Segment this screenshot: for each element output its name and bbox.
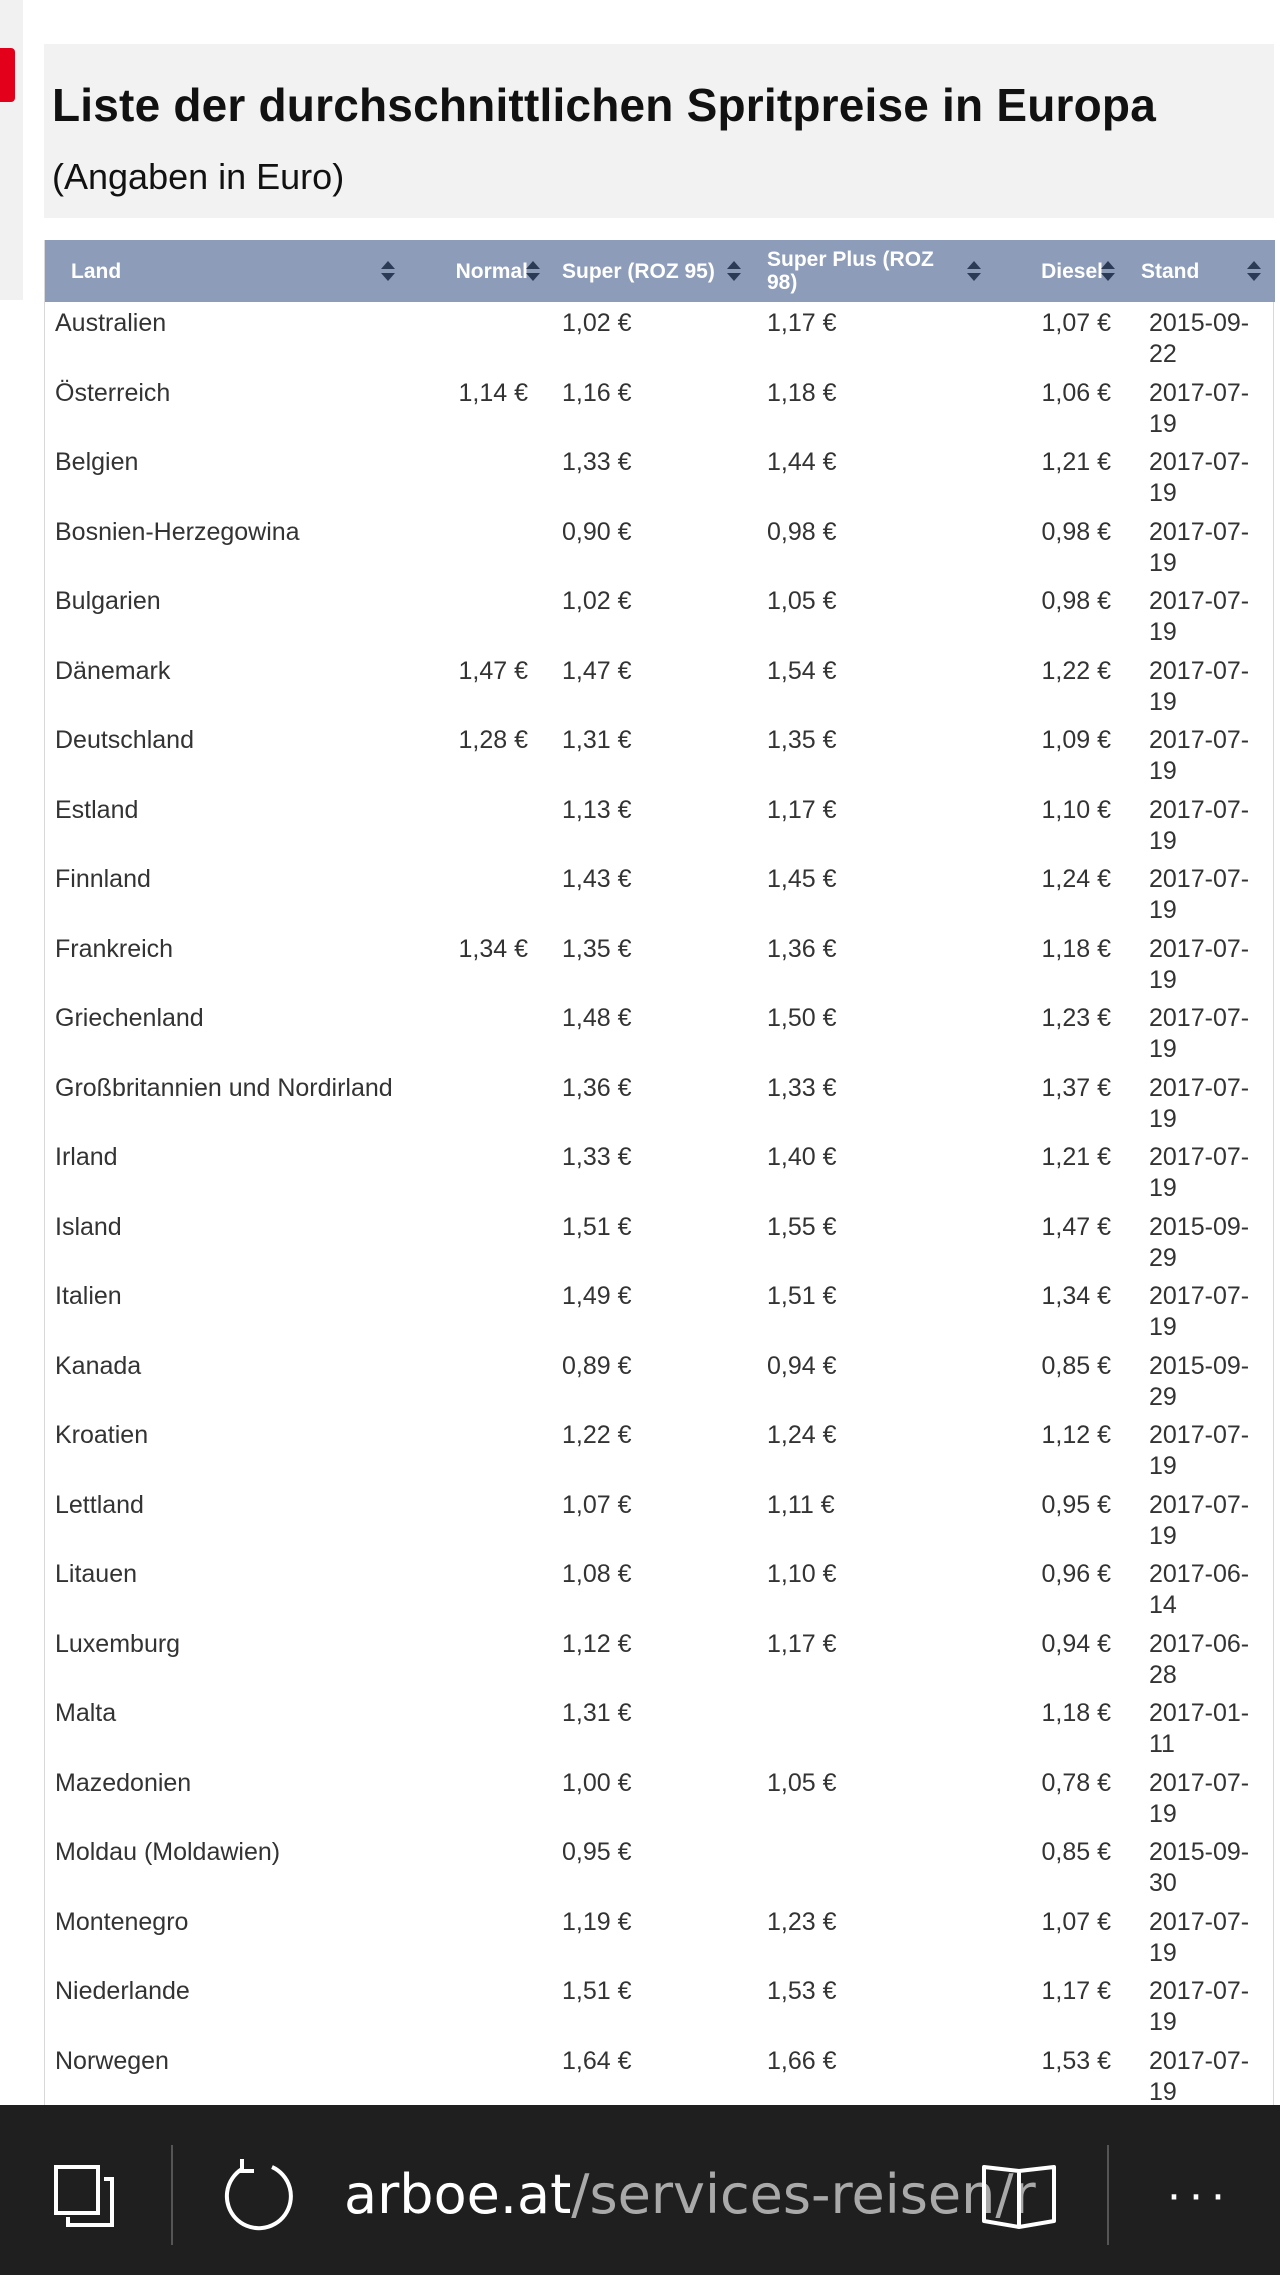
cell-stand: 2017-06-14 (1149, 1560, 1250, 1619)
cell-land: Großbritannien und Nordirland (55, 1073, 393, 1102)
cell-superplus98 (757, 1831, 1001, 1901)
cell-normal: 1,47 € (458, 656, 528, 685)
table-row (45, 858, 1275, 928)
cell-diesel: 1,37 € (1041, 1073, 1111, 1102)
cell-land: Norwegen (55, 2046, 169, 2075)
cell-superplus98: 1,53 € (767, 1977, 837, 2005)
table-row (45, 372, 1275, 442)
table-header-row (45, 240, 1275, 302)
cell-super95: 1,33 € (562, 448, 632, 476)
table-row (45, 441, 1275, 511)
cell-super95: 1,64 € (562, 2046, 632, 2075)
table-row (45, 1970, 1275, 2040)
sort-icon[interactable] (1101, 260, 1115, 282)
refresh-icon[interactable] (220, 2157, 298, 2235)
cell-diesel: 1,34 € (1041, 1282, 1111, 1310)
cell-land: Deutschland (55, 726, 194, 754)
cell-stand: 2015-09-30 (1149, 1838, 1250, 1897)
cell-stand: 2017-07-19 (1149, 656, 1250, 716)
cell-land: Bosnien-Herzegowina (55, 517, 300, 546)
cell-superplus98: 1,17 € (767, 795, 837, 824)
cell-diesel: 1,07 € (1041, 1907, 1111, 1936)
cell-superplus98: 1,10 € (767, 1560, 837, 1588)
cell-superplus98: 1,11 € (767, 1490, 835, 1519)
cell-superplus98: 1,18 € (767, 378, 837, 407)
cell-stand: 2015-09-22 (1149, 309, 1250, 368)
cell-diesel: 1,24 € (1041, 865, 1111, 893)
cell-stand: 2017-07-19 (1149, 1490, 1250, 1550)
cell-normal (415, 1345, 552, 1415)
cell-diesel: 1,23 € (1041, 1004, 1111, 1032)
cell-land: Irland (55, 1143, 118, 1171)
cell-stand: 2017-07-19 (1149, 1768, 1250, 1828)
sort-icon[interactable] (526, 260, 540, 282)
cell-super95: 1,36 € (562, 1073, 632, 1102)
cell-superplus98: 1,17 € (767, 309, 837, 337)
cell-stand: 2017-07-19 (1149, 2046, 1250, 2106)
cell-diesel: 0,95 € (1041, 1490, 1111, 1519)
cell-super95: 1,07 € (562, 1490, 632, 1519)
cell-diesel: 0,85 € (1041, 1351, 1111, 1380)
column-header-label: Super (ROZ 95) (562, 259, 715, 283)
table-row (45, 1275, 1275, 1345)
cell-diesel: 1,07 € (1041, 309, 1111, 337)
cell-super95: 1,19 € (562, 1907, 632, 1936)
cell-superplus98: 1,24 € (767, 1421, 837, 1449)
cell-normal: 1,34 € (458, 934, 528, 963)
cell-diesel: 1,06 € (1041, 378, 1111, 407)
cell-land: Italien (55, 1282, 122, 1310)
cell-superplus98: 1,50 € (767, 1004, 837, 1032)
sort-icon[interactable] (727, 260, 741, 282)
cell-stand: 2017-07-19 (1149, 1143, 1250, 1202)
table-row (45, 928, 1275, 998)
column-header-label: Diesel (1041, 259, 1103, 283)
cell-land: Niederlande (55, 1977, 190, 2005)
sort-icon[interactable] (967, 260, 981, 282)
cell-diesel: 0,78 € (1041, 1768, 1111, 1797)
cell-land: Belgien (55, 448, 139, 476)
cell-diesel: 1,17 € (1041, 1977, 1111, 2005)
page-title: Liste der durchschnittlichen Spritpreise in Europa (52, 79, 1156, 131)
cell-normal (415, 1414, 552, 1484)
cell-normal (415, 302, 552, 372)
cell-stand: 2017-07-19 (1149, 517, 1250, 577)
cell-super95: 1,51 € (562, 1977, 632, 2005)
cell-stand: 2017-07-19 (1149, 587, 1250, 646)
cell-superplus98: 1,44 € (767, 448, 837, 476)
cell-normal (415, 1970, 552, 2040)
cell-stand: 2017-06-28 (1149, 1629, 1250, 1689)
cell-normal (415, 1275, 552, 1345)
table-row (45, 1136, 1275, 1206)
cell-super95: 1,31 € (562, 726, 632, 754)
cell-normal (415, 580, 552, 650)
url-path: /services-reisen/r (571, 2163, 1036, 2226)
cell-super95: 1,02 € (562, 587, 632, 615)
cell-normal (415, 2040, 552, 2110)
left-gutter (0, 0, 23, 300)
cell-superplus98: 1,45 € (767, 865, 837, 893)
cell-land: Moldau (Moldawien) (55, 1838, 281, 1866)
cell-super95: 1,51 € (562, 1212, 632, 1241)
sort-icon[interactable] (381, 260, 395, 282)
column-header-super95[interactable] (552, 240, 757, 302)
table-row (45, 789, 1275, 859)
cell-normal (415, 1067, 552, 1137)
cell-super95: 1,43 € (562, 865, 632, 893)
cell-land: Malta (55, 1699, 117, 1727)
table-row (45, 2040, 1275, 2110)
tabs-icon[interactable] (54, 2165, 116, 2227)
table-row (45, 1484, 1275, 1554)
cell-superplus98: 1,40 € (767, 1143, 837, 1171)
cell-stand: 2015-09-29 (1149, 1351, 1250, 1411)
table-row (45, 1762, 1275, 1832)
cell-land: Bulgarien (55, 587, 161, 615)
cell-normal (415, 511, 552, 581)
separator (171, 2145, 173, 2245)
cell-normal (415, 997, 552, 1067)
cell-super95: 1,02 € (562, 309, 632, 337)
cell-normal (415, 1901, 552, 1971)
cell-diesel: 0,96 € (1041, 1560, 1111, 1588)
cell-land: Mazedonien (55, 1768, 192, 1797)
cell-stand: 2017-07-19 (1149, 795, 1250, 855)
cell-normal (415, 1206, 552, 1276)
cell-stand: 2017-07-19 (1149, 865, 1250, 924)
table-row (45, 1067, 1275, 1137)
cell-superplus98: 1,17 € (767, 1629, 837, 1658)
table-row (45, 1206, 1275, 1276)
column-header-label: Normal (455, 259, 528, 283)
cell-normal (415, 1762, 552, 1832)
cell-super95: 1,22 € (562, 1421, 632, 1449)
browser-bottom-bar (0, 2105, 1280, 2275)
cell-diesel: 1,22 € (1041, 656, 1111, 685)
cell-super95: 1,13 € (562, 795, 632, 824)
cell-super95: 1,31 € (562, 1699, 632, 1727)
address-bar[interactable] (344, 2155, 1036, 2235)
cell-diesel: 0,94 € (1041, 1629, 1111, 1658)
cell-diesel: 1,10 € (1041, 795, 1111, 824)
cell-normal (415, 441, 552, 511)
cell-normal (415, 1831, 552, 1901)
sort-icon[interactable] (1247, 260, 1261, 282)
cell-super95: 0,90 € (562, 517, 632, 546)
cell-super95: 1,12 € (562, 1629, 632, 1658)
cell-diesel: 1,09 € (1041, 726, 1111, 754)
column-header-label: Super Plus (ROZ 98) (767, 248, 934, 294)
cell-land: Luxemburg (55, 1629, 181, 1658)
table-row (45, 650, 1275, 720)
table-row (45, 997, 1275, 1067)
cell-land: Kroatien (55, 1421, 149, 1449)
cell-super95: 1,00 € (562, 1768, 632, 1797)
table-row (45, 719, 1275, 789)
cell-superplus98: 1,55 € (767, 1212, 837, 1241)
more-options-icon[interactable]: ··· (1166, 2168, 1232, 2221)
cell-land: Island (55, 1212, 122, 1241)
cell-stand: 2017-07-19 (1149, 448, 1250, 507)
cell-land: Frankreich (55, 934, 174, 963)
cell-superplus98: 1,05 € (767, 587, 837, 615)
url-domain: arboe.at (344, 2163, 572, 2226)
table-row (45, 1345, 1275, 1415)
cell-normal (415, 1553, 552, 1623)
cell-normal: 1,14 € (458, 378, 528, 407)
table-row (45, 580, 1275, 650)
table-row (45, 1623, 1275, 1693)
cell-superplus98: 1,66 € (767, 2046, 837, 2075)
cell-land: Estland (55, 795, 139, 824)
cell-normal (415, 1484, 552, 1554)
column-header-superplus98[interactable] (757, 240, 1001, 302)
reading-view-icon[interactable] (978, 2161, 1060, 2231)
cell-stand: 2017-07-19 (1149, 1004, 1250, 1063)
cell-superplus98: 1,54 € (767, 656, 837, 685)
cell-diesel: 0,98 € (1041, 517, 1111, 546)
cell-super95: 0,95 € (562, 1838, 632, 1866)
cell-diesel: 1,12 € (1041, 1421, 1111, 1449)
cell-land: Montenegro (55, 1907, 189, 1936)
cell-superplus98: 0,98 € (767, 517, 837, 546)
cell-land: Australien (55, 309, 167, 337)
cell-stand: 2017-07-19 (1149, 378, 1250, 438)
table-row (45, 1553, 1275, 1623)
cell-superplus98: 1,36 € (767, 934, 837, 963)
table-body (45, 302, 1275, 2109)
cell-diesel: 1,53 € (1041, 2046, 1111, 2075)
cell-land: Österreich (55, 378, 171, 407)
cell-land: Kanada (55, 1351, 142, 1380)
fuel-price-table-container[interactable] (44, 240, 1274, 2105)
cell-super95: 1,47 € (562, 656, 632, 685)
cell-superplus98 (757, 1692, 1001, 1762)
page-subtitle: (Angaben in Euro) (52, 156, 345, 197)
cell-superplus98: 1,51 € (767, 1282, 837, 1310)
cell-stand: 2017-07-19 (1149, 1977, 1250, 2036)
column-header-stand[interactable] (1121, 240, 1275, 302)
cell-diesel: 0,98 € (1041, 587, 1111, 615)
cell-normal (415, 789, 552, 859)
table-row (45, 1692, 1275, 1762)
cell-super95: 1,49 € (562, 1282, 632, 1310)
cell-normal: 1,28 € (458, 726, 528, 754)
column-header-label: Stand (1141, 259, 1200, 283)
cell-normal (415, 1136, 552, 1206)
column-header-diesel[interactable] (1001, 240, 1121, 302)
cell-stand: 2017-07-19 (1149, 1282, 1250, 1341)
table-row (45, 1831, 1275, 1901)
cell-stand: 2017-07-19 (1149, 1073, 1250, 1133)
cell-diesel: 1,21 € (1041, 448, 1111, 476)
table-row (45, 302, 1275, 372)
cell-land: Dänemark (55, 656, 171, 685)
cell-super95: 1,35 € (562, 934, 632, 963)
cell-stand: 2017-07-19 (1149, 934, 1250, 994)
cell-superplus98: 1,05 € (767, 1768, 837, 1797)
cell-land: Lettland (55, 1490, 144, 1519)
cell-stand: 2017-01-11 (1149, 1699, 1250, 1758)
cell-land: Finnland (55, 865, 151, 893)
fuel-price-table (45, 240, 1275, 2109)
separator (1107, 2145, 1109, 2245)
cell-super95: 1,48 € (562, 1004, 632, 1032)
cell-super95: 1,33 € (562, 1143, 632, 1171)
cell-land: Griechenland (55, 1004, 204, 1032)
cell-diesel: 1,47 € (1041, 1212, 1111, 1241)
cell-diesel: 1,18 € (1041, 934, 1111, 963)
cell-superplus98: 1,35 € (767, 726, 837, 754)
cell-diesel: 1,18 € (1041, 1699, 1111, 1727)
cell-super95: 1,16 € (562, 378, 632, 407)
cell-stand: 2017-07-19 (1149, 1907, 1250, 1967)
cell-normal (415, 1623, 552, 1693)
table-row (45, 1901, 1275, 1971)
cell-land: Litauen (55, 1560, 138, 1588)
cell-stand: 2017-07-19 (1149, 726, 1250, 785)
cell-diesel: 0,85 € (1041, 1838, 1111, 1866)
cell-super95: 1,08 € (562, 1560, 632, 1588)
table-row (45, 1414, 1275, 1484)
column-header-label: Land (71, 259, 122, 283)
column-header-normal[interactable] (415, 240, 552, 302)
cell-diesel: 1,21 € (1041, 1143, 1111, 1171)
column-header-land[interactable] (45, 240, 415, 302)
cell-super95: 0,89 € (562, 1351, 632, 1380)
cell-normal (415, 858, 552, 928)
cell-superplus98: 1,23 € (767, 1907, 837, 1936)
table-row (45, 511, 1275, 581)
cell-stand: 2015-09-29 (1149, 1212, 1250, 1272)
cell-normal (415, 1692, 552, 1762)
cell-superplus98: 1,33 € (767, 1073, 837, 1102)
cell-superplus98: 0,94 € (767, 1351, 837, 1380)
side-menu-tab[interactable] (0, 48, 15, 102)
cell-stand: 2017-07-19 (1149, 1421, 1250, 1480)
